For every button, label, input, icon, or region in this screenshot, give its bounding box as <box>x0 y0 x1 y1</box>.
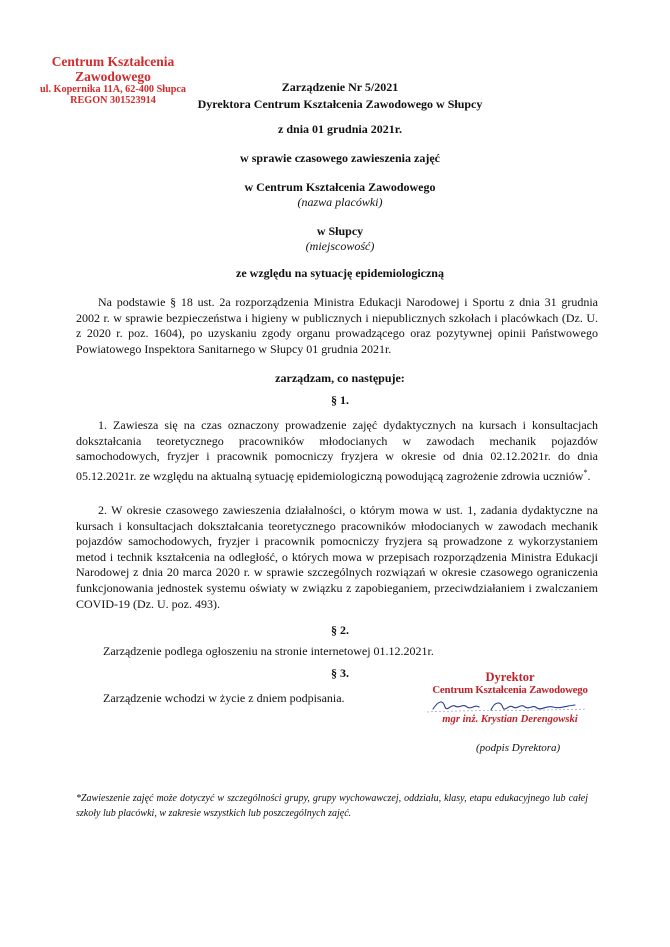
director-signature-stamp <box>410 671 610 725</box>
document-subject: w sprawie czasowego zawieszenia zajęć <box>240 151 440 165</box>
institution-line: w Centrum Kształcenia Zawodowego <box>244 180 436 194</box>
decree-line: zarządzam, co następuje: <box>275 371 405 385</box>
place-line: w Słupcy <box>316 224 364 238</box>
footnote-marker: * <box>583 467 588 477</box>
signature-caption: (podpis Dyrektora) <box>476 742 561 754</box>
section1-paragraph1-text: 1. Zawiesza się na czas oznaczony prowadzenie zajęć dydaktycznych na kursach i konsultacjach dokształcania teoretycznego pracowników młodocianych w zawodach mechanik pojazdów samochodowych, fryzjer i pracownik pomocniczy fryzjera w okresie od dnia 02.12.2021r. do dnia 05.12.2021r. ze względu na aktualną sytuację epidemiologiczną powodującą zagrożenie zdrowia uczniów <box>76 418 598 483</box>
signature-name: mgr inż. Krystian Derengowski <box>442 713 578 725</box>
section2-text: Zarządzenie podlega ogłoszeniu na stronie internetowej 01.12.2021r. <box>103 644 434 658</box>
signature-institution: Centrum Kształcenia Zawodowego <box>432 683 588 696</box>
stamp-name-line2: Zawodowego <box>75 68 151 84</box>
institution-note: (nazwa placówki) <box>297 195 383 209</box>
reason-line: ze względu na sytuację epidemiologiczną <box>236 266 444 280</box>
section1-heading: § 1. <box>331 393 349 407</box>
document-subtitle: Dyrektora Centrum Kształcenia Zawodowego w Słupcy <box>197 97 483 111</box>
preamble-paragraph: Na podstawie § 18 ust. 2a rozporządzenia Ministra Edukacji Narodowej i Sportu z dnia 31 grudnia 2002 r. w sprawie bezpieczeństwa i higieny w publicznych i niepublicznych szkołach i placówkach (Dz. U. z 2020 r. poz. 1604), po uzyskaniu zgody organu prowadzącego oraz pozytywnej opinii Państwowego Powiatowego Inspektora Sanitarnego w Słupcy 01 grudnia 2021r. <box>76 295 598 356</box>
signature-title: Dyrektor <box>485 670 535 684</box>
stamp-address: ul. Kopernika 11A, 62-400 Słupca <box>39 84 187 96</box>
section1-paragraph1 <box>76 418 598 484</box>
section2-heading: § 2. <box>331 623 349 637</box>
document-title: Zarządzenie Nr 5/2021 <box>281 80 399 94</box>
handwritten-signature-icon <box>425 698 595 714</box>
section3-text: Zarządzenie wchodzi w życie z dniem podpisania. <box>103 691 345 705</box>
footnote: *Zawieszenie zajęć może dotyczyć w szczególności grupy, grupy wychowawczej, oddziału, klasy, etapu edukacyjnego lub całej szkoły lub placówki, w zakresie wszystkich lub poszczególnych zajęć. <box>76 793 588 819</box>
place-note: (miejscowość) <box>305 239 375 253</box>
section1-paragraph1-end: . <box>587 468 591 483</box>
stamp-name-line1: Centrum Kształcenia <box>51 54 175 69</box>
stamp-regon: REGON 301523914 <box>70 95 156 107</box>
section1-paragraph2: 2. W okresie czasowego zawieszenia działalności, o którym mowa w ust. 1, zadania dydaktyczne na kursach i konsultacjach dokształcania teoretycznego pracowników młodocianych w zawodach mechanik pojazdów samochodowych, fryzjer i pracownik pomocniczy fryzjera są prowadzone z wykorzystaniem metod i technik kształcenia na odległość, o których mowa w przepisach rozporządzenia Ministra Edukacji Narodowej z dnia 20 marca 2020 r. w sprawie szczególnych rozwiązań w okresie czasowego ograniczenia funkcjonowania jednostek systemu oświaty w związku z zapobieganiem, przeciwdziałaniem i zwalczaniem COVID-19 (Dz. U. poz. 493). <box>76 503 598 611</box>
document-date: z dnia 01 grudnia 2021r. <box>278 122 402 136</box>
section3-heading: § 3. <box>331 666 349 680</box>
